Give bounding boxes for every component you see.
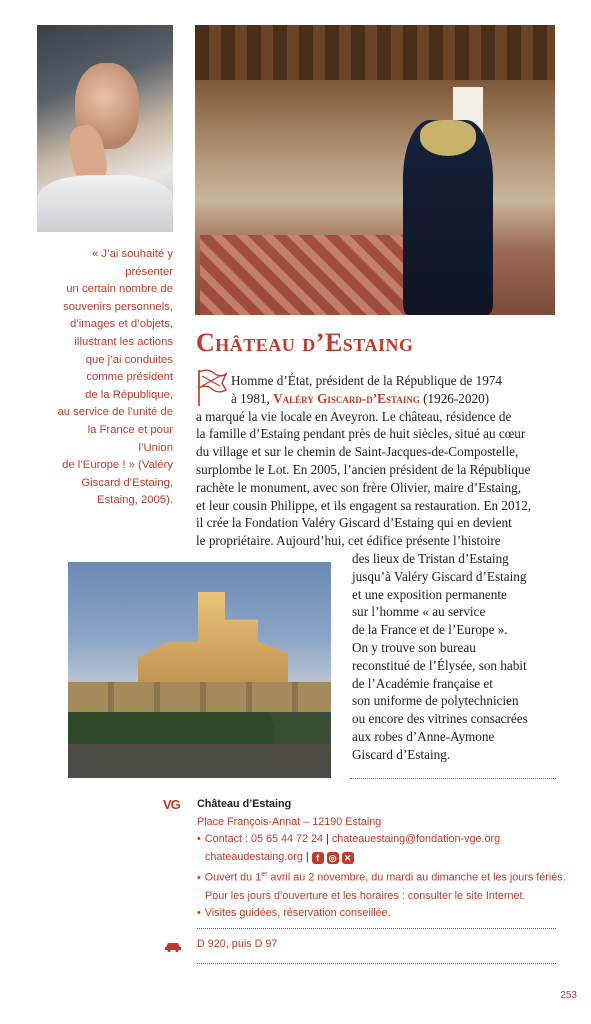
quote-line: un certain nombre de [66, 283, 173, 296]
body-line: le propriétaire. Aujourd’hui, cet édifice présente l’histoire [196, 533, 501, 549]
quote-line: Giscard d’Estaing, [81, 476, 173, 489]
chateau-interior-photo [195, 25, 555, 315]
instagram-icon[interactable]: ◎ [327, 852, 339, 864]
body-line: de l’Académie française et [352, 675, 493, 691]
section-title: Château d’Estaing [196, 328, 414, 357]
body-line: On y trouve son bureau [352, 639, 476, 655]
divider [350, 778, 556, 779]
body-line: et leur cousin Philippe, et ils engagent sa restauration. En 2012, [196, 497, 532, 513]
vg-logo: VG [163, 797, 180, 812]
car-icon [164, 940, 182, 952]
pull-quote [55, 246, 173, 510]
body-line: reconstitué de l’Élysée, son habit [352, 657, 527, 673]
phone: Contact : 05 65 44 72 24 [204, 833, 324, 846]
website-link[interactable]: chateaudestaing.org [205, 850, 303, 863]
person-name: Valéry Giscard-d’Estaing [273, 390, 420, 406]
route-info: D 920, puis D 97 [197, 938, 278, 950]
venue-name: Château d’Estaing [197, 798, 292, 810]
email-link[interactable]: chateauestaing@fondation-vge.org [331, 833, 501, 846]
quote-line: souvenirs personnels, [63, 300, 173, 313]
x-icon[interactable]: ✕ [342, 852, 354, 864]
body-line: de la France et de l’Europe ». [352, 622, 508, 638]
body-line: surplombe le Lot. En 2005, l’ancien président de la République [196, 461, 531, 477]
body-line: il crée la Fondation Valéry Giscard d’Estaing qui en devient [196, 515, 512, 531]
body-line: des lieux de Tristan d’Estaing [352, 550, 509, 566]
quote-line: « J’ai souhaité y présenter [91, 248, 173, 278]
body-line: a marqué la vie locale en Aveyron. Le château, résidence de [196, 408, 512, 424]
body-line: à 1981, Valéry Giscard-d’Estaing (1926-2020) [231, 390, 490, 406]
body-line: ou encore des vitrines consacrées [352, 711, 528, 727]
body-line: rachète le monument, avec son frère Olivier, maire d’Estaing, [196, 479, 521, 495]
website-line: chateaudestaing.org | f ◎ ✕ [197, 849, 547, 867]
opening-hours: • Ouvert du 1er avril au 2 novembre, du mardi au dimanche et les jours fériés. [197, 866, 547, 887]
body-line: Giscard d’Estaing. [352, 746, 451, 762]
quote-line: Estaing, 2005). [97, 494, 173, 507]
address: Place François-Annat – 12190 Estaing [197, 815, 382, 828]
contact-line: • Contact : 05 65 44 72 24 | chateauestaing@fondation-vge.org [197, 831, 547, 849]
quote-line: d’images et d’objets, [70, 318, 173, 331]
visits-note: • Visites guidées, réservation conseillée. [197, 905, 547, 923]
practical-info [197, 796, 566, 923]
body-line: son uniforme de polytechnicien [352, 693, 519, 709]
opening-note: Pour les jours d’ouverture et les horaires : consulter le site Internet. [205, 889, 526, 902]
body-line: sur l’homme « au service [352, 604, 486, 620]
quote-line: comme président [86, 371, 173, 384]
facebook-icon[interactable]: f [312, 852, 324, 864]
body-line: jusqu’à Valéry Giscard d’Estaing [352, 568, 527, 584]
quote-line: illustrant les actions [74, 335, 173, 348]
body-line: du village et sur le chemin de Saint-Jacques-de-Compostelle, [196, 444, 519, 460]
body-line: la famille d’Estaing pendant près de huit siècles, situé au cœur [196, 426, 526, 442]
quote-line: de la République, [85, 388, 173, 401]
body-line: aux robes d’Anne-Aymone [352, 728, 495, 744]
portrait-photo [37, 25, 173, 232]
body-line: et une exposition permanente [352, 586, 507, 602]
divider [197, 963, 556, 964]
quote-line: la France et pour l’Union [87, 423, 173, 454]
quote-line: de l’Europe ! » (Valéry [62, 459, 173, 472]
body-line: Homme d’État, président de la République de 1974 [231, 373, 503, 388]
page-number: 253 [560, 990, 577, 1001]
quote-line: au service de l’unité de [57, 406, 173, 419]
divider [197, 928, 556, 929]
article-body [196, 372, 566, 764]
quote-line: que j’ai conduites [85, 353, 173, 366]
